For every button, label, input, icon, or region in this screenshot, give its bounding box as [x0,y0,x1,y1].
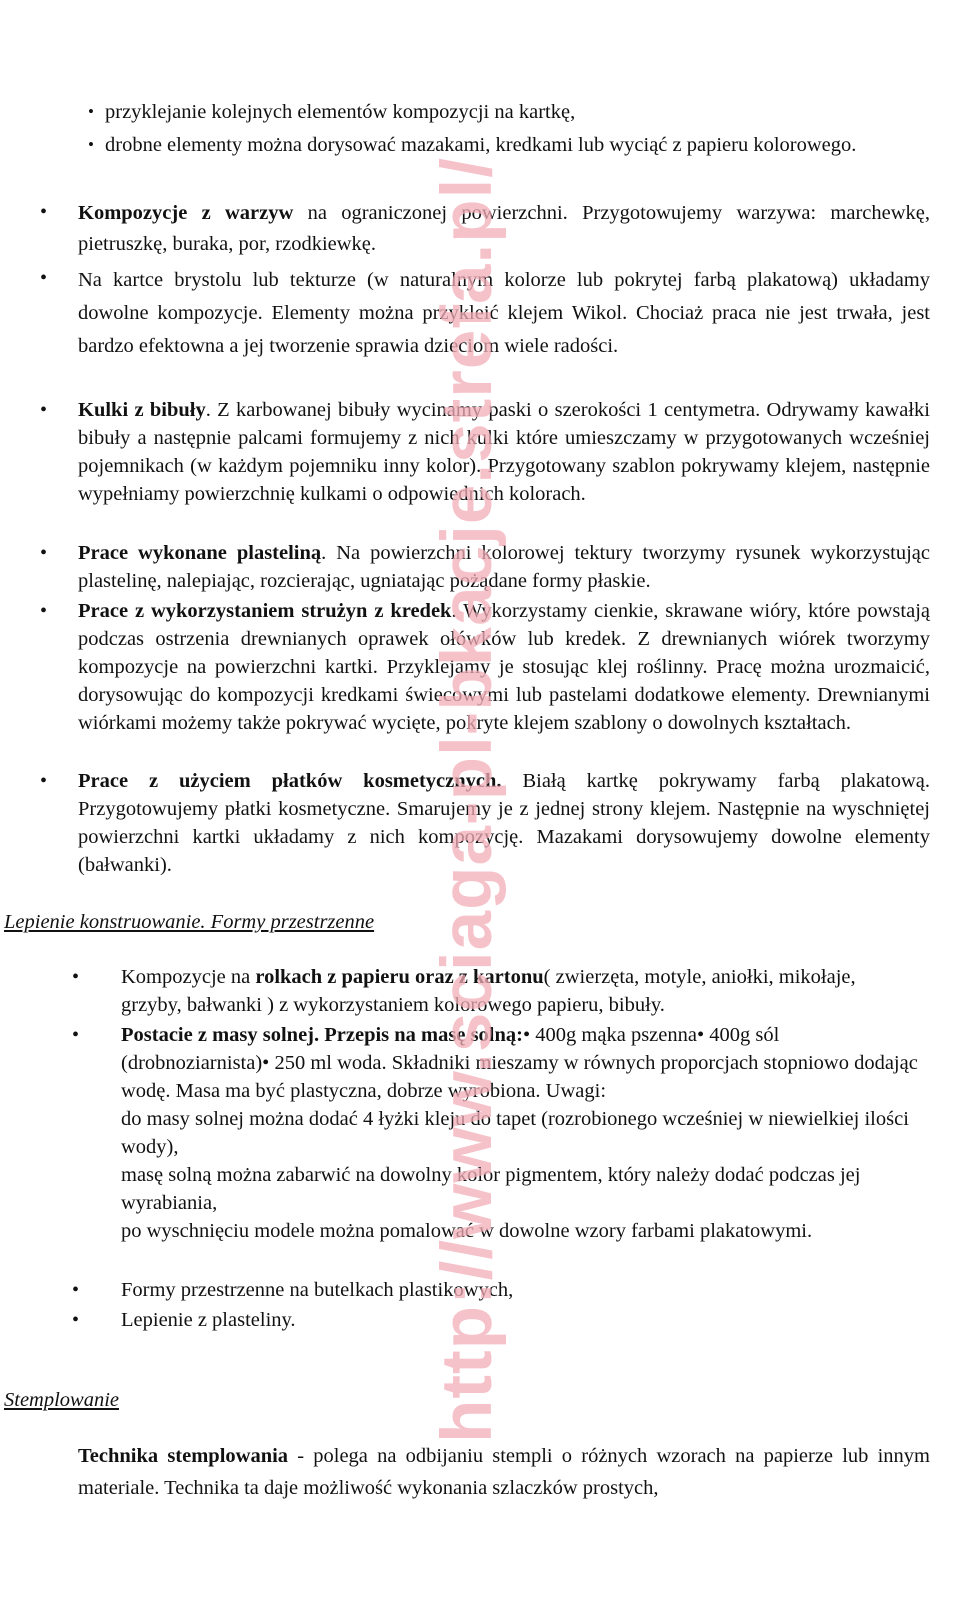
item-text: Białą kartkę pokrywamy farbą plakatową. Przygotowujemy płatki kosmetyczne. Smarujemy je z jednej strony klejem. Następnie na wyschniętej powierzchni kartki układamy z nich kompozycję. Mazakami dorysowujemy dowolne elementy (bałwanki). [78,770,930,876]
item-bold: Kulki z bibuły [78,399,206,421]
list-item [78,597,930,737]
bullet: • [72,1279,80,1301]
item-bold: Prace wykonane plasteliną [78,542,322,564]
list-item [78,396,930,508]
inline-bullet: • [696,1024,705,1046]
item-text: Na kartce brystolu lub tekturze (w naturalnym kolorze lub pokrytej farbą plakatową) układamy dowolne kompozycje. Elementy można przykleić klejem Wikol. Chociaż praca nie jest trwała, jest bardzo efektowna a jej tworzenie sprawia dzieciom wiele radości. [78,269,930,357]
item-text: . Z karbowanej bibuły wycinamy paski o szerokości 1 centymetra. Odrywamy kawałki bibuły a następnie palcami formujemy z nich kulki które umieszczamy w przygotowanych wcześniej pojemnikach (w każdym pojemniku inny kolor). Przygotowany szablon pokrywamy klejem, następnie wypełniamy powierzchnię kulkami o odpowiednich kolorach. [78,399,930,505]
item-text: ( zwierzęta, motyle, aniołki, mikołaje, grzyby, bałwanki ) z wykorzystaniem kolorowego papieru, bibuły. [121,966,856,1016]
item-text: Kompozycje na [121,966,256,988]
list-item [78,767,930,879]
bullet: • [40,201,48,223]
section-heading: Lepienie konstruowanie. Formy przestrzenne [4,911,375,933]
list-item [121,1021,931,1245]
paragraph-bold: Technika stemplowania [78,1445,289,1467]
note-line: do masy solnej można dodać 4 łyżki kleju do tapet (rozrobionego wcześniej w niewielkiej ilości wody), [121,1108,909,1158]
paragraph [78,1440,930,1504]
bullet: • [40,267,48,289]
bullet: • [40,600,48,622]
bullet: • [40,399,48,421]
bullet: • [72,966,80,988]
ingredient: 400g sól (drobnoziarnista) [121,1024,780,1074]
list-item [78,539,930,595]
item-text: . Na powierzchni kolorowej tektury tworzymy rysunek wykorzystując plastelinę, nalepiając, rozcierając, ugniatając pożądane formy płaskie. [78,542,931,592]
bullet: • [72,1024,80,1046]
watermark-text: http://www.sciaga-pl-bkacje.strefa.pl/ [428,156,507,1444]
recipe-line [121,1021,931,1105]
list-item: Lepienie z plasteliny. [121,1309,296,1331]
note-line: masę solną można zabarwić na dowolny kolor pigmentem, który należy dodać podczas jej wyrabiania, [121,1164,861,1214]
bullet: • [72,1309,80,1331]
ingredient: 250 ml woda. Składniki mieszamy w równych proporcjach stopniowo dodając wodę. Masa ma być plastyczna, dobrze wyrobiona. Uwagi: [121,1052,918,1102]
item-bold: Prace z użyciem płatków kosmetycznych. [78,770,502,792]
list-item [78,198,930,260]
list-item [121,963,921,1019]
item-bold: Postacie z masy solnej. Przepis na masę solną: [121,1024,523,1046]
ingredient: 400g mąka pszenna [530,1024,697,1046]
bullet: • [40,542,48,564]
item-bold: rolkach z papieru oraz z kartonu [255,966,544,988]
list-item [78,264,930,363]
sub-bullet: • [88,135,94,154]
section-heading: Stemplowanie [4,1389,120,1411]
sub-item: przyklejanie kolejnych elementów kompozycji na kartkę, [105,101,576,123]
item-bold: Kompozycje z warzyw [78,202,294,224]
list-item: Formy przestrzenne na butelkach plastikowych, [121,1279,514,1301]
item-text: . Wykorzystamy cienkie, skrawane wióry, które powstają podczas ostrzenia drewnianych oprawek ołówków lub kredek. Z drewnianych wiórek tworzymy kompozycje na powierzchni kartki. Przyklejamy je stosując klej roślinny. Pracę można urozmaicić, dorysowując do kompozycji kredkami świecowymi lub pastelami dodatkowe elementy. Drewnianymi wiórkami możemy także pokrywać wycięte, pokryte klejem szablony o dowolnych kształtach. [78,600,930,734]
inline-bullet: • [262,1052,270,1074]
inline-bullet: • [522,1024,531,1046]
note-line: po wyschnięciu modele można pomalować w dowolne wzory farbami plakatowymi. [121,1220,813,1242]
sub-item: drobne elementy można dorysować mazakami, kredkami lub wyciąć z papieru kolorowego. [105,134,857,156]
paragraph-text: - polega na odbijaniu stempli o różnych wzorach na papierze lub innym materiale. Technika ta daje możliwość wykonania szlaczków prostych, [78,1445,930,1499]
item-text: na ograniczonej powierzchni. Przygotowujemy warzywa: marchewkę, pietruszkę, buraka, por, rzodkiewkę. [78,202,931,255]
sub-bullet: • [88,102,94,121]
item-bold: Prace z wykorzystaniem strużyn z kredek [78,600,452,622]
bullet: • [40,770,48,792]
